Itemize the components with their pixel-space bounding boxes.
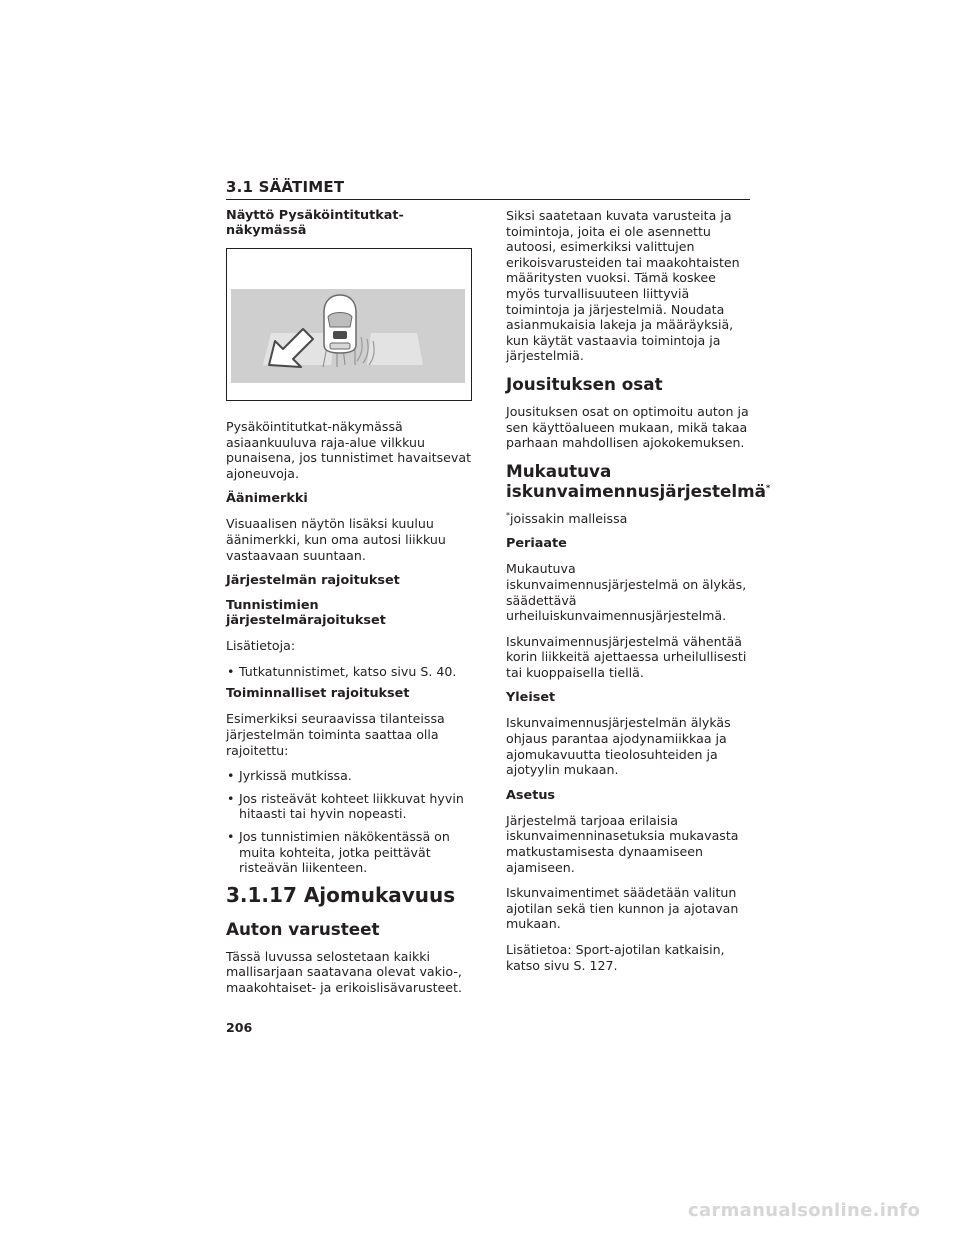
- list-item: • Jos tunnistimien näkökentässä on muita kohteita, jotka peittävät risteävän liikenteen.: [226, 829, 472, 876]
- equipment-paragraph: Tässä luvussa selostetaan kaikki mallisarjaan saatavana olevat vakio-, maakohtaiset- ja erikoislisävarusteet.: [226, 948, 462, 995]
- general-heading: Yleiset: [506, 690, 556, 706]
- sensor-limits-heading: Tunnistimien järjestelmärajoitukset: [226, 598, 386, 629]
- more-info-paragraph: Lisätietoa: Sport-ajotilan katkaisin, katso sivu S. 127.: [506, 942, 725, 973]
- optional-star: *: [765, 483, 771, 493]
- page-number: 206: [226, 1020, 253, 1035]
- more-info-label: Lisätietoja:: [226, 638, 296, 654]
- equipment-paragraph-continued: Siksi saatetaan kuvata varusteita ja toimintoja, joita ei ole asennettu autoosi, esimerkiksi valittujen erikoisvarusteiden tai maakohtaisten määritysten vuoksi. Tämä koskee myös turvallisuuteen liittyviä toimintoja ja järjestelmiä. Noudata asianmukaisia lakeja ja määräyksiä, kun käytät vastaavia toimintoja ja järjestelmiä.: [506, 208, 740, 364]
- setting-heading: Asetus: [506, 787, 556, 803]
- watermark: carmanualsonline.info: [688, 1200, 921, 1221]
- optional-star: *: [506, 510, 510, 520]
- parking-radar-illustration: [227, 249, 471, 400]
- right-column: [506, 208, 771, 983]
- car-icon: [324, 295, 356, 353]
- section-header: 3.1 SÄÄTIMET: [226, 178, 750, 200]
- setting-paragraph-2: Iskunvaimentimet säädetään valitun ajotilan sekä tien kunnon ja ajotavan mukaan.: [506, 885, 739, 932]
- principle-heading: Periaate: [506, 536, 567, 552]
- parking-radar-figure: [226, 248, 472, 401]
- limits-heading: Järjestelmän rajoitukset: [226, 573, 400, 589]
- chapter-heading: 3.1.17 Ajomukavuus: [226, 882, 456, 907]
- some-models-note: [506, 511, 752, 527]
- general-paragraph: Iskunvaimennusjärjestelmän älykäs ohjaus parantaa ajodynamiikkaa ja ajomukavuutta tieolosuhteiden ja ajotyylin mukaan.: [506, 715, 731, 778]
- some-models-text: joissakin malleissa: [510, 510, 628, 526]
- list-item: • Jyrkissä mutkissa.: [226, 768, 472, 784]
- list-item: • Jos risteävät kohteet liikkuvat hyvin hitaasti tai hyvin nopeasti.: [226, 791, 472, 822]
- suspension-heading: Jousituksen osat: [506, 373, 663, 394]
- suspension-paragraph: Jousituksen osat on optimoitu auton ja sen käyttöalueen mukaan, mikä takaa parhaan mahdollisen ajokokemuksen.: [506, 403, 749, 451]
- adaptive-heading-line2: iskunvaimennusjärjestelmä: [506, 480, 766, 501]
- sound-paragraph: Visuaalisen näytön lisäksi kuuluu äänimerkki, kun oma autosi liikkuu vastaavaan suuntaan.: [226, 516, 446, 563]
- adaptive-damping-heading: [506, 460, 771, 501]
- setting-paragraph-1: Järjestelmä tarjoaa erilaisia iskunvaimenninasetuksia mukavasta matkustamisesta dynaamiseen ajamiseen.: [506, 812, 739, 875]
- left-column: [226, 208, 472, 1005]
- list-item: • Tutkatunnistimet, katso sivu S. 40.: [226, 664, 472, 680]
- examples-paragraph: Esimerkiksi seuraavissa tilanteissa järjestelmän toiminta saattaa olla rajoitettu:: [226, 711, 445, 758]
- right-zone: [367, 333, 423, 365]
- display-heading: Näyttö Pysäköintitutkat-näkymässä: [226, 208, 404, 238]
- equipment-heading: Auton varusteet: [226, 918, 380, 939]
- adaptive-heading-line1: Mukautuva: [506, 460, 612, 481]
- func-limits-list: [226, 768, 472, 876]
- display-paragraph: Pysäköintitutkat-näkymässä asiaankuuluva raja-alue vilkkuu punaisena, jos tunnistimet havaitsevat ajoneuvoja.: [226, 419, 472, 481]
- sound-heading: Äänimerkki: [226, 491, 308, 507]
- func-limits-heading: Toiminnalliset rajoitukset: [226, 686, 410, 702]
- sensor-list: [226, 664, 472, 680]
- reduces-paragraph: Iskunvaimennusjärjestelmä vähentää korin liikkeitä ajettaessa urheilullisesti tai kuoppaisella tiellä.: [506, 633, 747, 680]
- principle-paragraph: Mukautuva iskunvaimennusjärjestelmä on älykäs, säädettävä urheiluiskunvaimennusjärjestelmä.: [506, 561, 747, 624]
